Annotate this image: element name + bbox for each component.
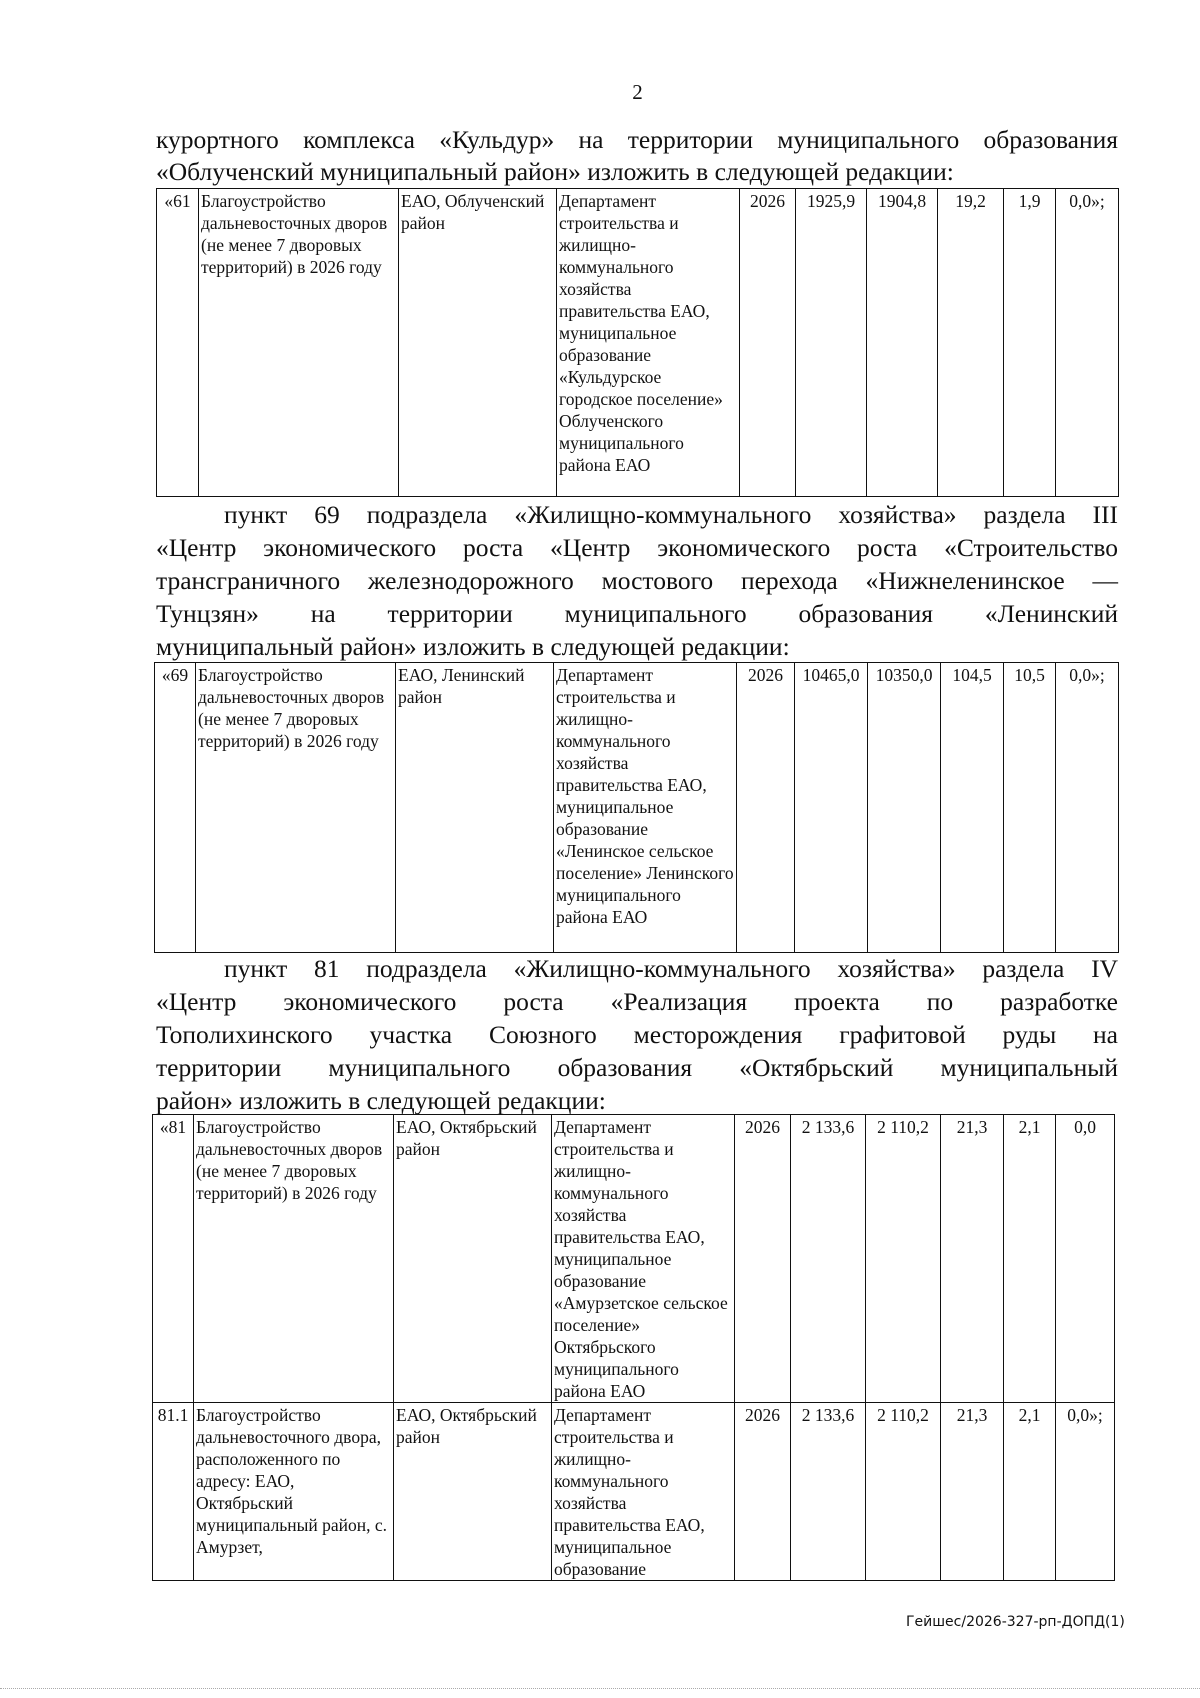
table-row xyxy=(153,1115,1115,1403)
paragraph-1-line-1: курортного комплекса «Кульдур» на территории муниципального образования xyxy=(156,125,1118,154)
paragraph-2-line-4: Тунцзян» на территории муниципального образования «Ленинский xyxy=(156,599,1118,628)
table-item-81 xyxy=(152,1114,1115,1581)
paragraph-3-line-1 xyxy=(156,953,1118,986)
paragraph-3-line-5: район» изложить в следующей редакции: xyxy=(156,1086,606,1115)
item-location: ЕАО, Ленинский район xyxy=(396,663,554,953)
paragraph-2-line-3: трансграничного железнодорожного мостового перехода «Нижнеленинское — xyxy=(156,566,1118,595)
paragraph-3-line-4: территории муниципального образования «Октябрьский муниципальный xyxy=(156,1053,1118,1082)
item-location: ЕАО, Облученский район xyxy=(399,189,557,497)
item-name: Благоустройство дальневосточных дворов (не менее 7 дворовых территорий) в 2026 году xyxy=(196,663,396,953)
item-regional: 21,3 xyxy=(941,1115,1004,1403)
table-row xyxy=(155,663,1119,953)
item-number: «81 xyxy=(153,1115,194,1403)
paragraph-2-line-2: «Центр экономического роста «Центр экономического роста «Строительство xyxy=(156,533,1118,562)
item-number: 81.1 xyxy=(153,1403,194,1581)
item-federal: 2 110,2 xyxy=(866,1115,941,1403)
item-regional: 21,3 xyxy=(941,1403,1004,1581)
item-responsible: Департамент строительства и жилищно-коммунального хозяйства правительства ЕАО, муниципальное образование «Амурзетское сельское поселение» Октябрьского муниципального района ЕАО xyxy=(552,1115,735,1403)
item-total: 2 133,6 xyxy=(791,1403,866,1581)
item-other: 0,0 xyxy=(1056,1115,1115,1403)
page-number: 2 xyxy=(632,80,643,104)
paragraph-1-line-2: «Облученский муниципальный район» изложить в следующей редакции: xyxy=(156,157,954,186)
item-local: 2,1 xyxy=(1004,1115,1056,1403)
item-year: 2026 xyxy=(735,1115,791,1403)
table-item-61 xyxy=(156,188,1119,497)
item-location: ЕАО, Октябрьский район xyxy=(394,1115,552,1403)
item-number: «69 xyxy=(155,663,196,953)
item-name: Благоустройство дальневосточных дворов (не менее 7 дворовых территорий) в 2026 году xyxy=(194,1115,394,1403)
item-local: 10,5 xyxy=(1004,663,1056,953)
paragraph-2-line-5: муниципальный район» изложить в следующей редакции: xyxy=(156,632,790,661)
paragraph-3-line-1-text: пункт 81 подраздела «Жилищно-коммунального хозяйства» раздела IV xyxy=(224,954,1118,983)
item-responsible: Департамент строительства и жилищно-коммунального хозяйства правительства ЕАО, муниципальное образование xyxy=(552,1403,735,1581)
item-other: 0,0»; xyxy=(1056,663,1119,953)
paragraph-3-line-3: Тополихинского участка Союзного месторождения графитовой руды на xyxy=(156,1020,1118,1049)
item-name: Благоустройство дальневосточных дворов (не менее 7 дворовых территорий) в 2026 году xyxy=(199,189,399,497)
item-number: «61 xyxy=(157,189,199,497)
item-other: 0,0»; xyxy=(1056,1403,1115,1581)
item-federal: 1904,8 xyxy=(867,189,938,497)
item-other: 0,0»; xyxy=(1056,189,1119,497)
table-item-69 xyxy=(154,662,1119,953)
document-code: Гейшес/2026-327-рп-ДОПД(1) xyxy=(906,1614,1125,1630)
item-responsible: Департамент строительства и жилищно-коммунального хозяйства правительства ЕАО, муниципальное образование «Ленинское сельское поселение» Ленинского муниципального района ЕАО xyxy=(554,663,737,953)
item-year: 2026 xyxy=(740,189,796,497)
item-year: 2026 xyxy=(737,663,795,953)
item-name: Благоустройство дальневосточного двора, расположенного по адресу: ЕАО, Октябрьский муниципальный район, с. Амурзет, xyxy=(194,1403,394,1581)
paragraph-2-line-1 xyxy=(156,499,1118,532)
paragraph-3-line-2: «Центр экономического роста «Реализация проекта по разработке xyxy=(156,987,1118,1016)
item-federal: 2 110,2 xyxy=(866,1403,941,1581)
item-total: 2 133,6 xyxy=(791,1115,866,1403)
item-year: 2026 xyxy=(735,1403,791,1581)
item-total: 1925,9 xyxy=(796,189,867,497)
item-location: ЕАО, Октябрьский район xyxy=(394,1403,552,1581)
paragraph-2-line-1-text: пункт 69 подраздела «Жилищно-коммунального хозяйства» раздела III xyxy=(224,500,1118,529)
table-row xyxy=(157,189,1119,497)
scan-edge-line xyxy=(0,1688,1200,1691)
item-total: 10465,0 xyxy=(795,663,868,953)
item-local: 2,1 xyxy=(1004,1403,1056,1581)
item-responsible: Департамент строительства и жилищно-коммунального хозяйства правительства ЕАО, муниципальное образование «Кульдурское городское поселение» Облученского муниципального района ЕАО xyxy=(557,189,740,497)
item-federal: 10350,0 xyxy=(868,663,941,953)
table-row xyxy=(153,1403,1115,1581)
item-regional: 104,5 xyxy=(941,663,1004,953)
item-local: 1,9 xyxy=(1004,189,1056,497)
item-regional: 19,2 xyxy=(938,189,1004,497)
